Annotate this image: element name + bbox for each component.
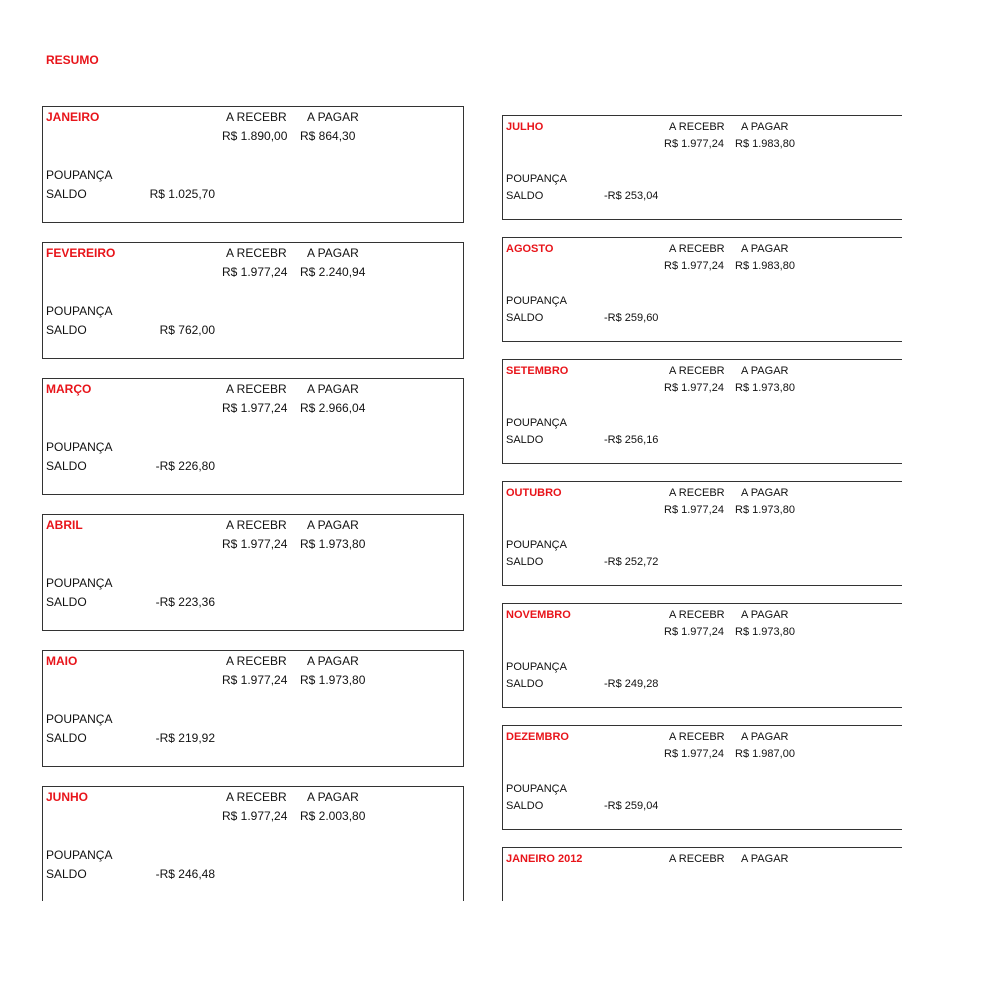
receive-value: R$ 1.977,24 xyxy=(222,537,288,551)
month-name: NOVEMBRO xyxy=(506,609,571,621)
month-card-janeiro xyxy=(42,106,464,223)
pay-header: A PAGAR xyxy=(741,365,789,377)
pay-value: R$ 1.973,80 xyxy=(735,382,795,394)
month-name: OUTUBRO xyxy=(506,487,562,499)
balance-label: SALDO xyxy=(506,800,544,812)
pay-header: A PAGAR xyxy=(307,790,359,804)
month-name: SETEMBRO xyxy=(506,365,569,377)
receive-header: A RECEBR xyxy=(226,246,287,260)
balance-label: SALDO xyxy=(46,731,87,745)
savings-label: POUPANÇA xyxy=(46,848,113,862)
balance-value: R$ 762,00 xyxy=(159,323,215,337)
receive-header: A RECEBR xyxy=(226,518,287,532)
pay-header: A PAGAR xyxy=(307,110,359,124)
balance-value: -R$ 249,28 xyxy=(604,678,659,690)
receive-value: R$ 1.977,24 xyxy=(222,809,288,823)
savings-label: POUPANÇA xyxy=(506,661,567,673)
balance-value: -R$ 253,04 xyxy=(604,190,659,202)
savings-label: POUPANÇA xyxy=(46,168,113,182)
pay-value: R$ 1.983,80 xyxy=(735,138,795,150)
balance-value: -R$ 223,36 xyxy=(155,595,215,609)
month-card-dezembro xyxy=(502,725,902,830)
page-title: RESUMO xyxy=(46,53,99,67)
balance-value: -R$ 219,92 xyxy=(155,731,215,745)
pay-value: R$ 1.973,80 xyxy=(300,537,366,551)
pay-header: A PAGAR xyxy=(307,654,359,668)
pay-header: A PAGAR xyxy=(741,853,789,865)
savings-label: POUPANÇA xyxy=(506,295,567,307)
pay-value: R$ 864,30 xyxy=(300,129,356,143)
receive-header: A RECEBR xyxy=(226,110,287,124)
receive-value: R$ 1.977,24 xyxy=(664,504,724,516)
receive-value: R$ 1.977,24 xyxy=(664,748,724,760)
receive-header: A RECEBR xyxy=(669,853,725,865)
savings-label: POUPANÇA xyxy=(506,539,567,551)
savings-label: POUPANÇA xyxy=(506,417,567,429)
savings-label: POUPANÇA xyxy=(506,173,567,185)
pay-header: A PAGAR xyxy=(741,487,789,499)
month-card-janeiro-2012 xyxy=(502,847,902,901)
month-name: AGOSTO xyxy=(506,243,554,255)
month-card-junho xyxy=(42,786,464,901)
pay-header: A PAGAR xyxy=(307,518,359,532)
month-card-novembro xyxy=(502,603,902,708)
pay-value: R$ 2.240,94 xyxy=(300,265,366,279)
receive-header: A RECEBR xyxy=(669,731,725,743)
balance-label: SALDO xyxy=(506,678,544,690)
month-name: ABRIL xyxy=(46,518,83,532)
receive-value: R$ 1.977,24 xyxy=(664,260,724,272)
pay-header: A PAGAR xyxy=(741,609,789,621)
month-card-marco xyxy=(42,378,464,495)
savings-label: POUPANÇA xyxy=(46,712,113,726)
month-card-fevereiro xyxy=(42,242,464,359)
balance-value: -R$ 259,04 xyxy=(604,800,659,812)
receive-value: R$ 1.977,24 xyxy=(664,138,724,150)
pay-header: A PAGAR xyxy=(741,243,789,255)
month-name: JULHO xyxy=(506,121,544,133)
balance-label: SALDO xyxy=(506,312,544,324)
receive-header: A RECEBR xyxy=(226,382,287,396)
pay-value: R$ 1.973,80 xyxy=(735,626,795,638)
balance-value: -R$ 256,16 xyxy=(604,434,659,446)
month-card-abril xyxy=(42,514,464,631)
receive-header: A RECEBR xyxy=(669,121,725,133)
pay-value: R$ 2.003,80 xyxy=(300,809,366,823)
receive-value: R$ 1.977,24 xyxy=(664,382,724,394)
balance-label: SALDO xyxy=(46,187,87,201)
month-name: MARÇO xyxy=(46,382,92,396)
pay-value: R$ 1.973,80 xyxy=(300,673,366,687)
receive-header: A RECEBR xyxy=(226,790,287,804)
pay-value: R$ 1.983,80 xyxy=(735,260,795,272)
pay-header: A PAGAR xyxy=(307,382,359,396)
month-card-maio xyxy=(42,650,464,767)
month-name: MAIO xyxy=(46,654,78,668)
month-name: DEZEMBRO xyxy=(506,731,569,743)
balance-label: SALDO xyxy=(506,190,544,202)
month-name: FEVEREIRO xyxy=(46,246,116,260)
balance-value: -R$ 252,72 xyxy=(604,556,659,568)
balance-label: SALDO xyxy=(46,867,87,881)
balance-value: -R$ 259,60 xyxy=(604,312,659,324)
pay-header: A PAGAR xyxy=(741,731,789,743)
month-card-julho xyxy=(502,115,902,220)
savings-label: POUPANÇA xyxy=(46,440,113,454)
balance-value: -R$ 226,80 xyxy=(155,459,215,473)
balance-label: SALDO xyxy=(46,595,87,609)
pay-value: R$ 2.966,04 xyxy=(300,401,366,415)
month-card-setembro xyxy=(502,359,902,464)
savings-label: POUPANÇA xyxy=(46,304,113,318)
pay-value: R$ 1.973,80 xyxy=(735,504,795,516)
receive-header: A RECEBR xyxy=(669,609,725,621)
pay-header: A PAGAR xyxy=(741,121,789,133)
savings-label: POUPANÇA xyxy=(506,783,567,795)
month-name: JANEIRO xyxy=(46,110,100,124)
balance-label: SALDO xyxy=(506,434,544,446)
balance-label: SALDO xyxy=(46,323,87,337)
receive-value: R$ 1.977,24 xyxy=(222,265,288,279)
receive-header: A RECEBR xyxy=(669,365,725,377)
receive-value: R$ 1.977,24 xyxy=(222,673,288,687)
balance-value: -R$ 246,48 xyxy=(155,867,215,881)
receive-value: R$ 1.977,24 xyxy=(222,401,288,415)
receive-header: A RECEBR xyxy=(669,243,725,255)
month-name: JUNHO xyxy=(46,790,89,804)
receive-header: A RECEBR xyxy=(226,654,287,668)
receive-value: R$ 1.890,00 xyxy=(222,129,288,143)
pay-header: A PAGAR xyxy=(307,246,359,260)
balance-label: SALDO xyxy=(46,459,87,473)
month-card-outubro xyxy=(502,481,902,586)
month-card-agosto xyxy=(502,237,902,342)
month-name: JANEIRO 2012 xyxy=(506,853,583,865)
balance-value: R$ 1.025,70 xyxy=(149,187,215,201)
savings-label: POUPANÇA xyxy=(46,576,113,590)
receive-header: A RECEBR xyxy=(669,487,725,499)
pay-value: R$ 1.987,00 xyxy=(735,748,795,760)
balance-label: SALDO xyxy=(506,556,544,568)
receive-value: R$ 1.977,24 xyxy=(664,626,724,638)
